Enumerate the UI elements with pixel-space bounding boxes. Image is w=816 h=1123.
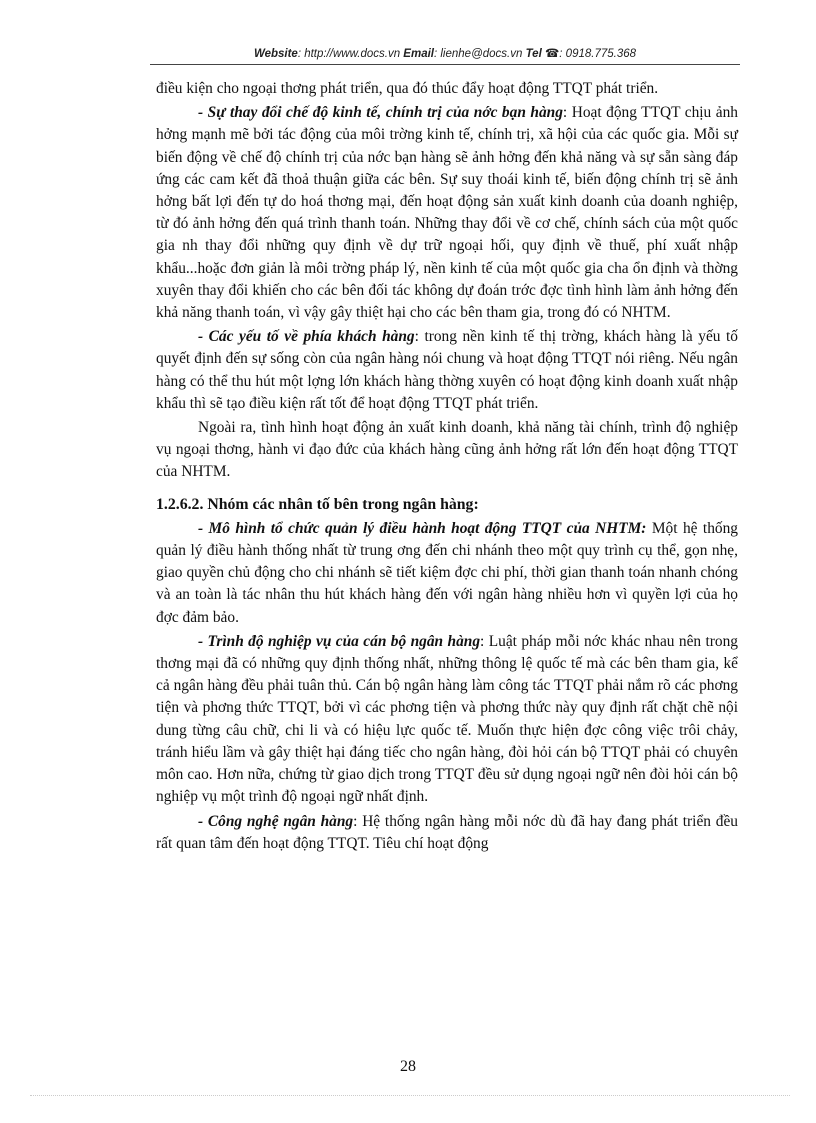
paragraph-lead: - Mô hình tổ chức quản lý điều hành hoạt động TTQT của NHTM: [198,519,647,537]
paragraph-body: : trong nền kinh tế thị trờng, khách hàng là yếu tố quyết định đến sự sống còn của ngân hàng nói chung và hoạt động TTQT nói riêng. Nếu ngân hàng có thể thu hút một lợng lớn khách hàng thờng xuyên có hoạt động kinh doanh xuất nhập khẩu thì sẽ tạo điều kiện rất tốt để hoạt động TTQT phát triển. [156,328,738,412]
paragraph-continuation: điều kiện cho ngoại thơng phát triển, qua đó thúc đẩy hoạt động TTQT phát triển. [156,80,659,97]
paragraph-lead: - Sự thay đổi chế độ kinh tế, chính trị của nớc bạn hàng [198,104,563,122]
page-header [150,46,740,60]
paragraph-body: : Luật pháp mỗi nớc khác nhau nên trong thơng mại đã có những quy định thống nhất, những thông lệ quốc tế mà các bên tham gia, kể cả ngân hàng đều phải tuân thủ. Cán bộ ngân hàng làm công tác TTQT phải nắm rõ các phơng tiện và phơng thức TTQT, bởi vì các phơng tiện và phơng thức này quy định rất chặt chẽ nội dung từng câu chữ, chi li và có hiệu lực quốc tế. Muốn thực hiện đợc công việc trôi chảy, tránh hiểu lầm và gây thiệt hại đáng tiếc cho ngân hàng, đòi hỏi cán bộ TTQT phải có chuyên môn cao. Hơn nữa, chứng từ giao dịch trong TTQT đều sử dụng ngoại ngữ nên đòi hỏi cán bộ nghiệp vụ một trình độ ngoại ngữ nhất định. [156,632,739,806]
paragraph-body: : Hoạt động TTQT chịu ảnh hởng mạnh mẽ bởi tác động của môi trờng kinh tế, chính trị, xã hội của các quốc gia. Mỗi sự biến động về chế độ chính trị của nớc bạn hàng sẽ ảnh hởng đến khả năng và sự sẵn sàng đáp ứng các cam kết đã thoả thuận giữa các bên. Sự suy thoái kinh tế, biến động chính trị sẽ ảnh hởng bất lợi đến tự do hoá thơng mại, đến hoạt động sản xuất kinh doanh của doanh nghiệp, từ đó ảnh hởng đến quá trình thanh toán. Những thay đổi về cơ chế, chính sách của một quốc gia nh thay đổi những quy định về dự trữ ngoại hối, quy định về thuế, phí xuất nhập khẩu...hoặc đơn giản là môi trờng pháp lý, nền kinh tế của một quốc gia cha ổn định và thờng xuyên thay đổi khiến cho các bên đối tác không dự đoán trớc đợc tình hình làm ảnh hởng đến khả năng thanh toán, vì vậy gây thiệt hại cho các bên tham gia, trong đó có NHTM. [156,104,738,322]
tel-label: Tel ☎ [525,48,560,60]
paragraph-lead: - Công nghệ ngân hàng [198,812,354,830]
paragraph-body: : Hệ thống ngân hàng mỗi nớc dù đã hay đang phát triển đều rất quan tâm đến hoạt động TTQT. Tiêu chí hoạt động [156,812,738,852]
paragraph-customer-factors [156,326,738,415]
paragraph-lead: - Các yếu tố về phía khách hàng [198,328,415,346]
paragraph-political-change [156,102,738,324]
page-number: 28 [400,1058,416,1075]
section-heading: 1.2.6.2. Nhóm các nhân tố bên trong ngân hàng: [156,495,479,513]
paragraph-customer-other: Ngoài ra, tình hình hoạt động ản xuất kinh doanh, khả năng tài chính, trình độ nghiệp vụ ngoại thơng, hành vi đạo đức của khách hàng cũng ảnh hởng rất lớn đến hoạt động TTQT của NHTM. [156,419,738,481]
paragraph-lead: - Trình độ nghiệp vụ của cán bộ ngân hàng [198,632,481,650]
tel-value: : 0918.775.368 [559,48,637,60]
website-value: : http://www.docs.vn [297,48,401,60]
paragraph-staff-skill [156,631,738,809]
paragraph-body: Một hệ thống quản lý điều hành thống nhất từ trung ơng đến chi nhánh theo một quy trình cụ thể, gọn nhẹ, giao quyền chủ động cho chi nhánh sẽ tiết kiệm đợc chi phí, thời gian thanh toán nhanh chóng và an toàn là tác nhân thu hút khách hàng đến với ngân hàng nhiều hơn vì quyền lợi của họ đợc đảm bảo. [156,519,738,626]
footer-divider [30,1095,790,1096]
email-value: : lienhe@docs.vn [433,48,523,60]
email-label: Email [403,48,434,60]
header-divider [150,64,740,65]
website-label: Website [253,48,298,60]
paragraph-bank-technology [156,811,738,855]
paragraph-management-model [156,518,738,629]
document-body [156,78,738,855]
